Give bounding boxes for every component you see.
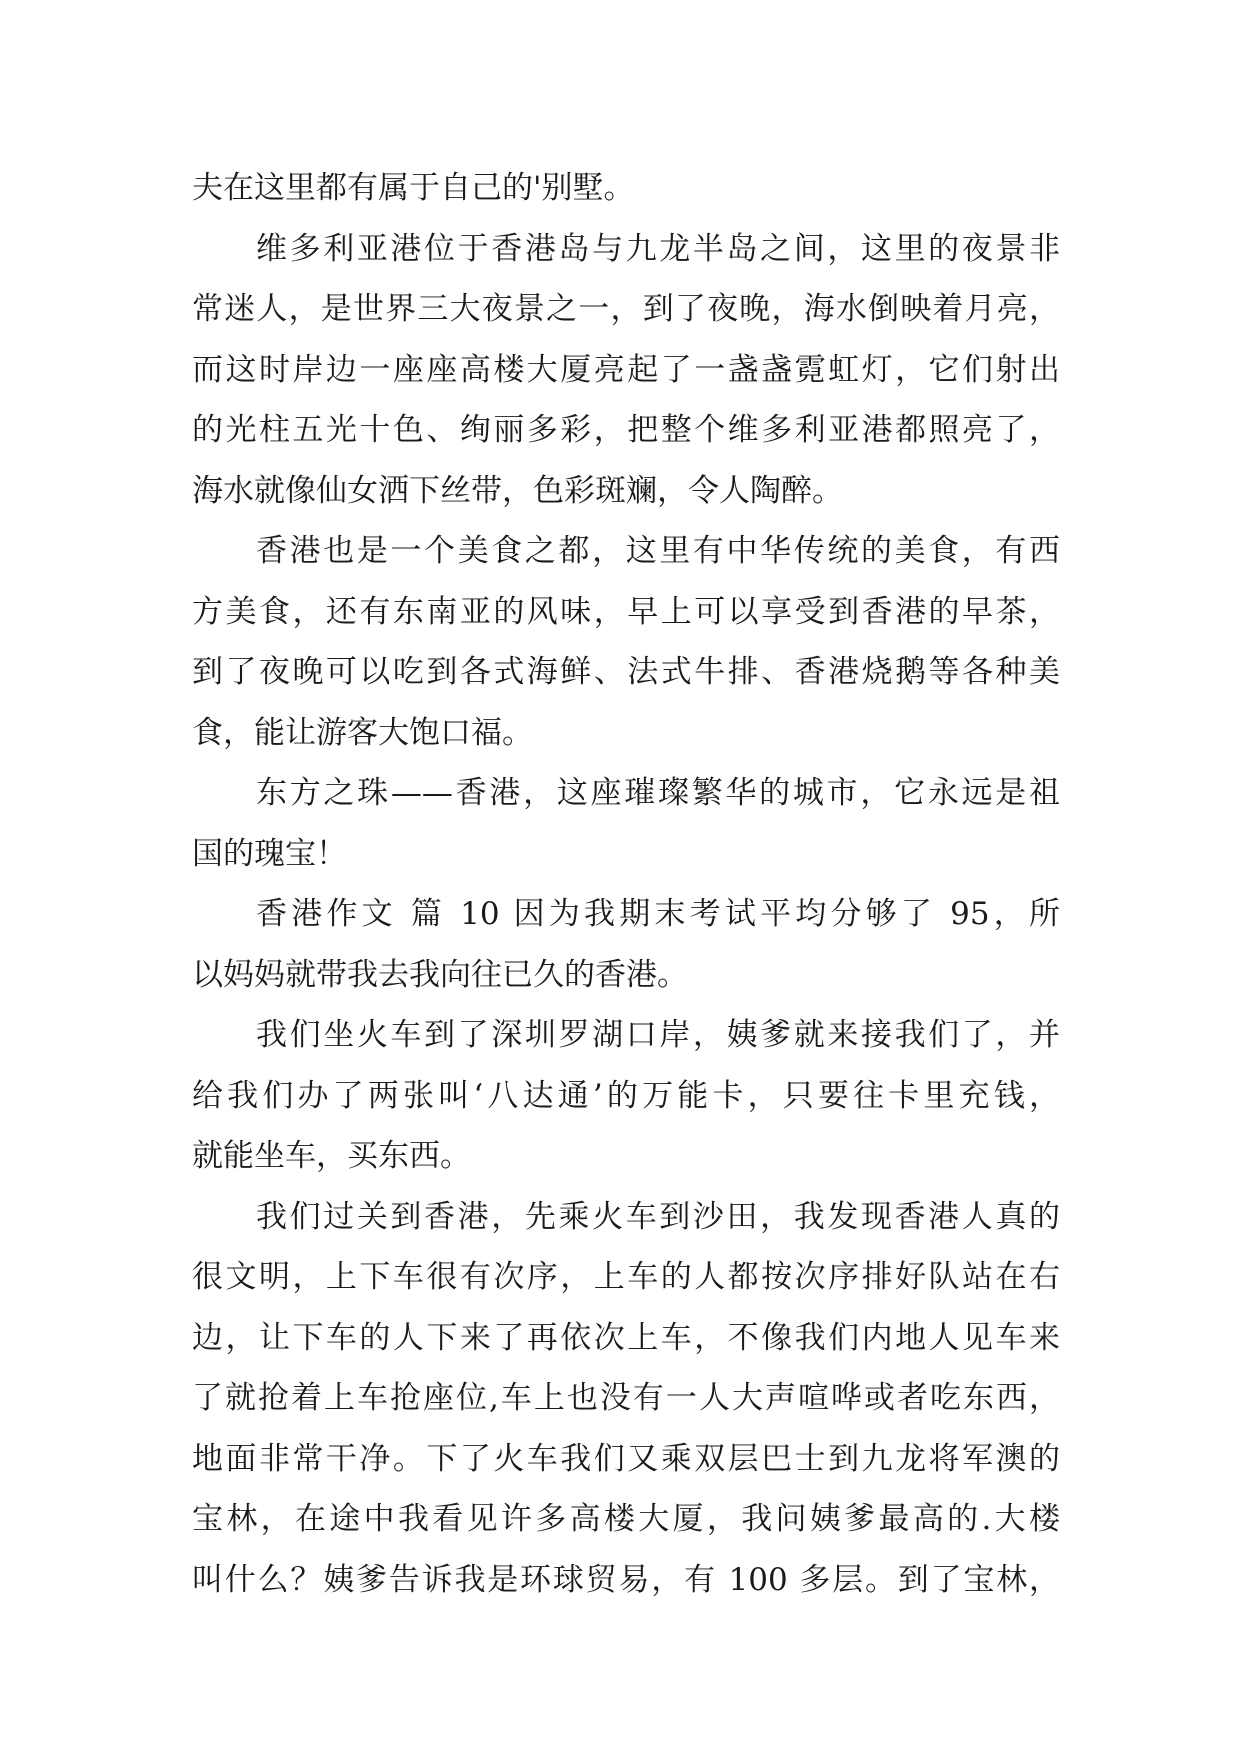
- text-line: 宝林，在途中我看见许多高楼大厦，我问姨爹最高的.大楼: [192, 1501, 1060, 1537]
- text-line: 东方之珠——香港，这座璀璨繁华的城市，它永远是祖: [256, 775, 1060, 811]
- text-line: 地面非常干净。下了火车我们又乘双层巴士到九龙将军澳的: [192, 1440, 1060, 1477]
- text-line: 香港也是一个美食之都，这里有中华传统的美食，有西: [256, 533, 1060, 569]
- text-line: 以妈妈就带我去我向往已久的香港。: [192, 956, 688, 993]
- text-line: 维多利亚港位于香港岛与九龙半岛之间，这里的夜景非: [256, 230, 1060, 267]
- text-line: 食，能让游客大饱口福。: [192, 714, 533, 751]
- text-line: 到了夜晚可以吃到各式海鲜、法式牛排、香港烧鹅等各种美: [192, 654, 1060, 690]
- text-line: 我们过关到香港，先乘火车到沙田，我发现香港人真的: [256, 1198, 1060, 1235]
- text-line: 给我们办了两张叫‘八达通’的万能卡，只要往卡里充钱，: [192, 1077, 1060, 1114]
- text-line: 就能坐车，买东西。: [192, 1138, 471, 1174]
- text-line: 夫在这里都有属于自己的'别墅。: [192, 170, 635, 206]
- text-line: 常迷人，是世界三大夜景之一，到了夜晚，海水倒映着月亮，: [192, 291, 1060, 327]
- text-line: 边，让下车的人下来了再依次上车，不像我们内地人见车来: [192, 1319, 1060, 1356]
- text-line: 方美食，还有东南亚的风味，早上可以享受到香港的早茶，: [192, 593, 1060, 630]
- text-line: 国的瑰宝！: [192, 835, 347, 872]
- text-line: 而这时岸边一座座高楼大厦亮起了一盏盏霓虹灯，它们射出: [192, 351, 1060, 388]
- text-line: 了就抢着上车抢座位,车上也没有一人大声喧哗或者吃东西，: [192, 1380, 1060, 1416]
- text-line: 我们坐火车到了深圳罗湖口岸，姨爹就来接我们了，并: [256, 1017, 1060, 1053]
- text-line: 的光柱五光十色、绚丽多彩，把整个维多利亚港都照亮了，: [192, 412, 1060, 448]
- text-line: 海水就像仙女洒下丝带，色彩斑斓，令人陶醉。: [192, 472, 843, 509]
- text-line: 很文明，上下车很有次序，上车的人都按次序排好队站在右: [192, 1259, 1060, 1295]
- document-body: [192, 158, 1060, 1610]
- text-line: 香港作文 篇 10 因为我期末考试平均分够了 95，所: [256, 896, 1060, 932]
- text-line: 叫什么？姨爹告诉我是环球贸易，有 100 多层。到了宝林，: [192, 1561, 1060, 1598]
